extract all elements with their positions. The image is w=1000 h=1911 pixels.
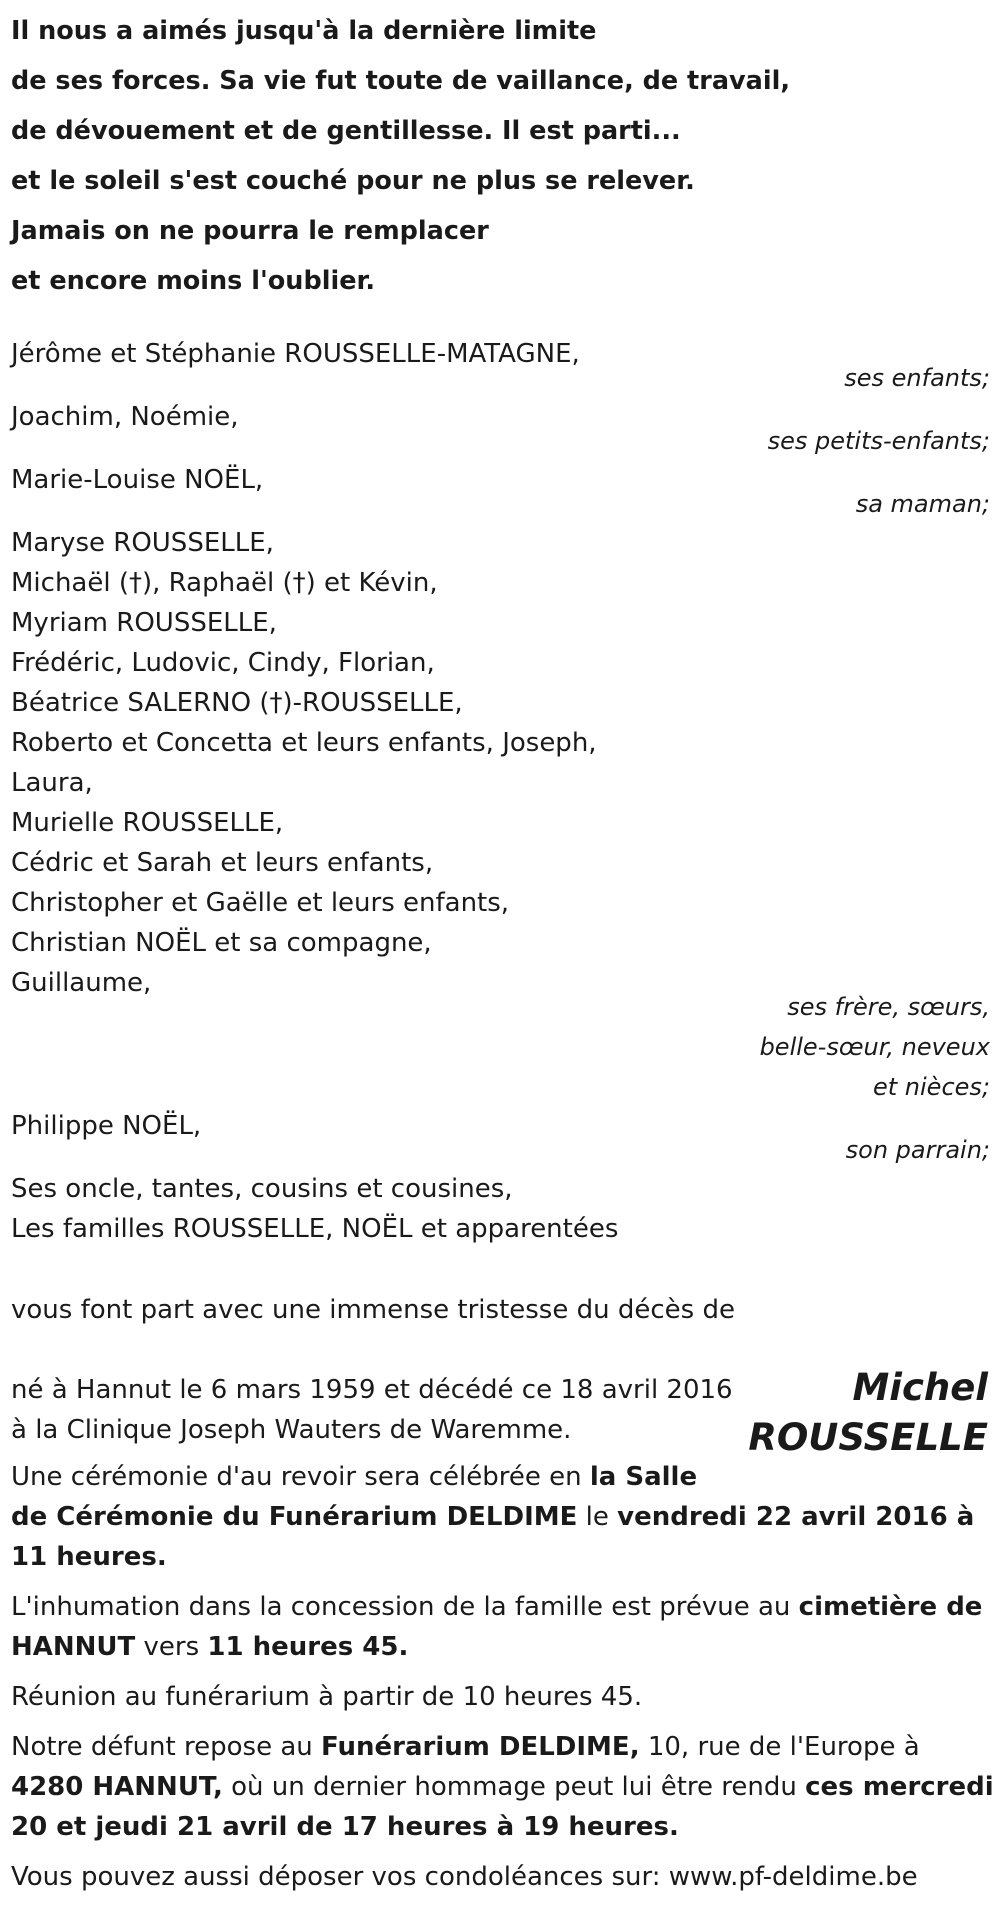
sibling-line: Frédéric, Ludovic, Cindy, Florian, xyxy=(11,648,435,678)
sibling-line: Cédric et Sarah et leurs enfants, xyxy=(11,848,434,878)
intro-line: et le soleil s'est couché pour ne plus se relever. xyxy=(11,166,695,196)
intro-line: de ses forces. Sa vie fut toute de vaillance, de travail, xyxy=(11,66,791,96)
birth-death-line: né à Hannut le 6 mars 1959 et décédé ce 18 avril 2016 xyxy=(11,1375,733,1405)
sibling-line: Michaël (†), Raphaël (†) et Kévin, xyxy=(11,568,438,598)
intro-line: Il nous a aimés jusqu'à la dernière limite xyxy=(11,16,597,46)
children-relation: ses enfants; xyxy=(844,364,990,392)
sibling-line: Laura, xyxy=(11,768,93,798)
mother-relation: sa maman; xyxy=(855,490,990,518)
godfather-relation: son parrain; xyxy=(845,1136,990,1164)
sibling-line: Roberto et Concetta et leurs enfants, Joseph, xyxy=(11,728,597,758)
intro-line: de dévouement et de gentillesse. Il est parti... xyxy=(11,116,681,146)
death-place-line: à la Clinique Joseph Wauters de Waremme. xyxy=(11,1415,572,1445)
condolences-line: Vous pouvez aussi déposer vos condoléances sur: www.pf-deldime.be xyxy=(11,1862,918,1892)
sibling-line: Guillaume, xyxy=(11,968,152,998)
sibling-line: Murielle ROUSSELLE, xyxy=(11,808,284,838)
rest-paragraph: Notre défunt repose au Funérarium DELDIME, 10, rue de l'Europe à 4280 HANNUT, où un dernier hommage peut lui être rendu ces mercredi 20 et jeudi 21 avril de 17 heures à 19 heures. xyxy=(11,1732,994,1842)
deceased-first-name: Michel xyxy=(852,1366,988,1409)
deceased-name xyxy=(748,1363,988,1463)
godfather-names: Philippe NOËL, xyxy=(11,1111,202,1141)
grandchildren-names: Joachim, Noémie, xyxy=(11,402,239,432)
mother-names: Marie-Louise NOËL, xyxy=(11,465,264,495)
other-relatives-line: Les familles ROUSSELLE, NOËL et apparentées xyxy=(11,1214,619,1244)
intro-poem xyxy=(11,6,831,306)
intro-line: Jamais on ne pourra le remplacer xyxy=(11,216,489,246)
burial-paragraph: L'inhumation dans la concession de la famille est prévue au cimetière de HANNUT vers 11 heures 45. xyxy=(11,1592,983,1662)
siblings-relation-line: et nièces; xyxy=(873,1073,990,1101)
other-relatives-line: Ses oncle, tantes, cousins et cousines, xyxy=(11,1174,513,1204)
meeting-paragraph: Réunion au funérarium à partir de 10 heures 45. xyxy=(11,1682,643,1712)
ceremony-paragraph: Une cérémonie d'au revoir sera célébrée en la Salle de Cérémonie du Funérarium DELDIME le vendredi 22 avril 2016 à 11 heures. xyxy=(11,1462,975,1572)
deceased-last-name: ROUSSELLE xyxy=(748,1416,988,1459)
sibling-line: Myriam ROUSSELLE, xyxy=(11,608,277,638)
intro-line: et encore moins l'oublier. xyxy=(11,266,376,296)
sibling-line: Christopher et Gaëlle et leurs enfants, xyxy=(11,888,510,918)
sibling-line: Maryse ROUSSELLE, xyxy=(11,528,274,558)
children-names: Jérôme et Stéphanie ROUSSELLE-MATAGNE, xyxy=(11,339,580,369)
sibling-line: Béatrice SALERNO (†)-ROUSSELLE, xyxy=(11,688,463,718)
sibling-line: Christian NOËL et sa compagne, xyxy=(11,928,432,958)
siblings-relation-line: ses frère, sœurs, xyxy=(787,993,990,1021)
siblings-relation-line: belle-sœur, neveux xyxy=(759,1033,990,1061)
announcement: vous font part avec une immense tristesse du décès de xyxy=(11,1295,735,1325)
grandchildren-relation: ses petits-enfants; xyxy=(767,427,990,455)
